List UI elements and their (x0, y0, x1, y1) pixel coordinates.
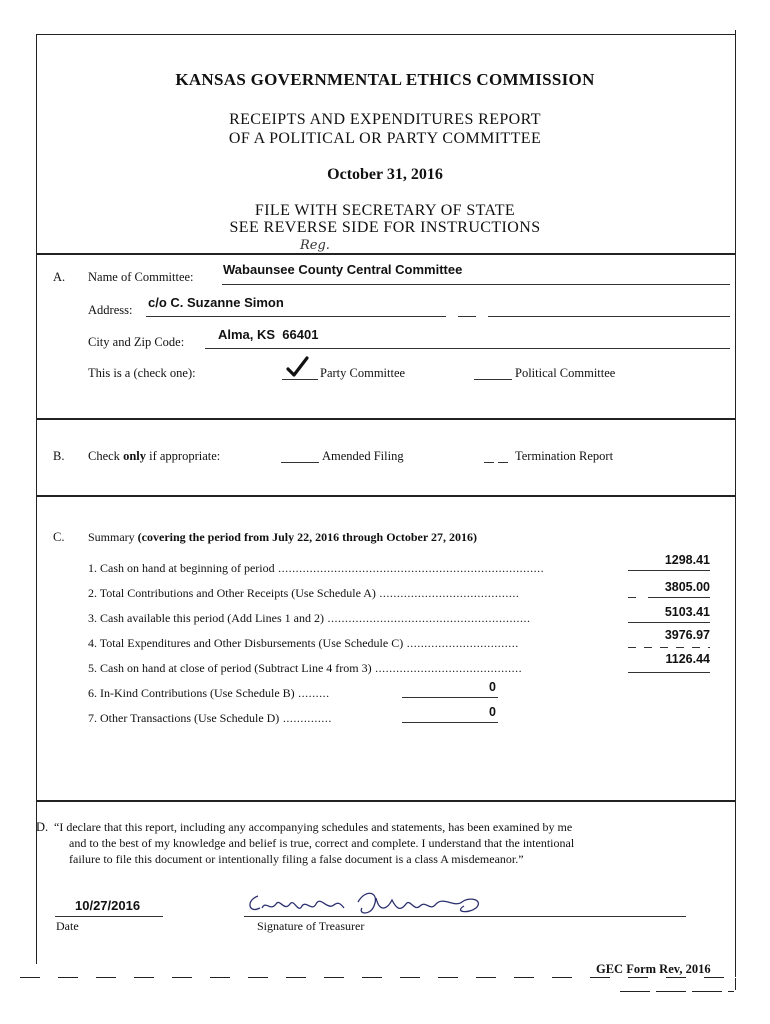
section-c-letter: C. (53, 530, 65, 544)
committee-name-value: Wabaunsee County Central Committee (223, 262, 463, 277)
report-date: October 31, 2016 (327, 166, 443, 183)
summary-line-3-underline (628, 622, 710, 623)
summary-period: (covering the period from July 22, 2016 through October 27, 2016) (137, 530, 477, 544)
other-transactions-underline (402, 722, 498, 723)
report-title-line1: RECEIPTS AND EXPENDITURES REPORT (229, 111, 541, 128)
signature-underline (244, 916, 686, 917)
in-kind-contributions-label: 6. In-Kind Contributions (Use Schedule B) ......... (88, 686, 330, 700)
file-instruction-line2: SEE REVERSE SIDE FOR INSTRUCTIONS (229, 219, 541, 236)
declaration-line-3: failure to file this document or intentionally filing a false document is a class A misdemeanor.” (69, 852, 524, 866)
report-title-line2: OF A POLITICAL OR PARTY COMMITTEE (228, 130, 542, 147)
check-if-appropriate-label: Check only if appropriate: (88, 449, 221, 463)
summary-line-4-value: 3976.97 (664, 628, 710, 642)
address-underline (146, 316, 730, 317)
commission-title: KANSAS GOVERNMENTAL ETHICS COMMISSION (175, 70, 595, 89)
summary-line-3-label: 3. Cash available this period (Add Lines 1 and 2) .......................................................... (88, 611, 531, 625)
termination-report-label: Termination Report (515, 449, 614, 463)
date-underline (55, 916, 163, 917)
signature-label: Signature of Treasurer (257, 919, 365, 933)
section-a-top-rule (37, 253, 735, 255)
party-committee-blank (282, 379, 318, 380)
summary-line-2-value: 3805.00 (664, 580, 710, 594)
summary-line-4-label: 4. Total Expenditures and Other Disbursements (Use Schedule C) ................................ (88, 636, 519, 650)
summary-line-3-text: 3. Cash available this period (Add Lines 1 and 2) (88, 611, 324, 625)
form-revision-id: GEC Form Rev, 2016 (596, 962, 711, 976)
committee-name-underline (222, 284, 730, 285)
termination-report-blank[interactable] (484, 462, 512, 463)
amended-filing-label: Amended Filing (322, 449, 404, 463)
committee-type-label: This is a (check one): (88, 366, 196, 380)
summary-line-5-underline (628, 672, 710, 673)
summary-line-2-text: 2. Total Contributions and Other Receipts (Use Schedule A) (88, 586, 376, 600)
summary-line-4-underline (628, 647, 710, 648)
summary-line-1-text: 1. Cash on hand at beginning of period (88, 561, 275, 575)
in-kind-contributions-value: 0 (489, 680, 496, 694)
in-kind-contributions-underline (402, 697, 498, 698)
section-a-letter: A. (53, 270, 66, 284)
party-committee-label: Party Committee (320, 366, 406, 380)
address-label: Address: (88, 303, 133, 317)
date-label: Date (56, 919, 79, 933)
frame-top-border (36, 34, 736, 35)
bottom-corner-line (620, 991, 734, 992)
summary-line-5-label: 5. Cash on hand at close of period (Subtract Line 4 from 3) .......................................... (88, 661, 523, 675)
summary-line-4-text: 4. Total Expenditures and Other Disbursements (Use Schedule C) (88, 636, 404, 650)
section-b-top-rule (37, 418, 735, 420)
amended-filing-blank[interactable] (281, 462, 319, 463)
summary-line-5-value: 1126.44 (665, 652, 710, 666)
declaration-line-2: and to the best of my knowledge and belief is true, correct and complete. I understand that the intentional (69, 836, 575, 850)
city-zip-value: Alma, KS 66401 (218, 327, 319, 342)
checkmark-icon (283, 356, 319, 378)
political-committee-blank[interactable] (474, 379, 512, 380)
signature-date-value: 10/27/2016 (75, 898, 141, 913)
summary-line-2-label: 2. Total Contributions and Other Receipts (Use Schedule A) ........................................ (88, 586, 520, 600)
address-value: c/o C. Suzanne Simon (148, 295, 284, 310)
section-b-letter: B. (53, 449, 65, 463)
other-transactions-value: 0 (489, 705, 496, 719)
party-committee-checkbox[interactable] (283, 356, 319, 378)
summary-line-1-value: 1298.41 (664, 553, 710, 567)
political-committee-label: Political Committee (515, 366, 616, 380)
section-d-letter: D. (36, 820, 49, 834)
other-transactions-label: 7. Other Transactions (Use Schedule D) .............. (88, 711, 332, 725)
declaration-line-1: “I declare that this report, including any accompanying schedules and statements, has been examined by me (54, 820, 573, 834)
summary-title: Summary (covering the period from July 22, 2016 through October 27, 2016) (88, 530, 477, 544)
in-kind-contributions-text: 6. In-Kind Contributions (Use Schedule B) (88, 686, 295, 700)
bottom-dashed-line (20, 977, 736, 978)
summary-line-2-underline (628, 597, 710, 598)
section-d-top-rule (37, 800, 735, 802)
summary-line-1-label: 1. Cash on hand at beginning of period ............................................................................ (88, 561, 545, 575)
section-c-top-rule (37, 495, 735, 497)
summary-line-5-text: 5. Cash on hand at close of period (Subtract Line 4 from 3) (88, 661, 372, 675)
city-zip-label: City and Zip Code: (88, 335, 185, 349)
summary-line-1-underline (628, 570, 710, 571)
city-zip-underline (205, 348, 730, 349)
summary-line-3-value: 5103.41 (664, 605, 710, 619)
file-instruction-line1: FILE WITH SECRETARY OF STATE (254, 202, 516, 219)
other-transactions-text: 7. Other Transactions (Use Schedule D) (88, 711, 280, 725)
committee-name-label: Name of Committee: (88, 270, 194, 284)
handwritten-reg-note: Reg. (300, 238, 330, 253)
